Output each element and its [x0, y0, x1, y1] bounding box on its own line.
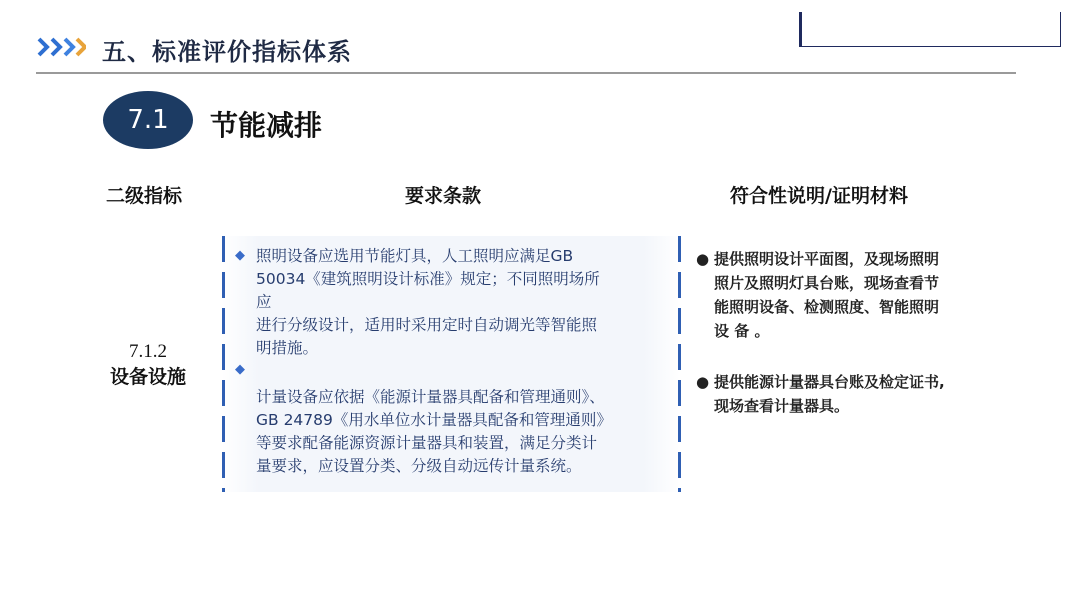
diamond-bullet-icon: ◆ [235, 362, 245, 377]
page-title: 五、标准评价指标体系 [102, 38, 352, 66]
compliance-item-lighting [714, 247, 939, 343]
section-title: 节能减排 [210, 109, 323, 142]
compliance-line: 能照明设备、检测照度、智能照明 [714, 298, 940, 316]
compliance-line: 现场查看计量器具。 [714, 397, 850, 415]
bullet-dot-icon: ● [696, 373, 710, 391]
compliance-line: 提供照明设计平面图，及现场照明 [714, 250, 940, 268]
requirement-line: 进行分级设计，适用时采用定时自动调光等智能照 [256, 316, 598, 334]
compliance-line: 提供能源计量器具台账及检定证书, [714, 373, 945, 391]
column-header-level2: 二级指标 [106, 185, 183, 207]
column-header-requirements: 要求条款 [405, 185, 482, 207]
panel-right-border [678, 236, 681, 492]
requirement-line: 等要求配备能源资源计量器具和装置，满足分类计 [256, 434, 598, 452]
compliance-line: 照片及照明灯具台账，现场查看节 [714, 274, 940, 292]
section-number: 7.1 [127, 105, 169, 135]
indicator-cell [100, 340, 196, 390]
panel-left-border [222, 236, 225, 492]
chevron-arrows-icon [36, 34, 86, 60]
compliance-item-metering [714, 370, 945, 418]
requirement-line: 量要求，应设置分类、分级自动远传计量系统。 [256, 457, 582, 475]
diamond-bullet-icon: ◆ [235, 248, 245, 263]
bullet-dot-icon: ● [696, 250, 710, 268]
requirement-line: 计量设备应依据《能源计量器具配备和管理通则》、 [256, 388, 605, 406]
header-divider [36, 72, 1016, 74]
requirement-line: 照明设备应选用节能灯具，人工照明应满足GB [256, 247, 574, 265]
column-header-compliance: 符合性说明/证明材料 [730, 185, 908, 207]
requirement-item-lighting [256, 245, 600, 360]
corner-frame [799, 12, 1061, 47]
section-number-badge [103, 91, 193, 149]
indicator-name: 设备设施 [109, 366, 186, 388]
requirement-line: GB 24789《用水单位水计量器具配备和管理通则》 [256, 411, 612, 429]
indicator-code: 7.1.2 [129, 341, 167, 362]
compliance-line: 设 备 。 [714, 322, 770, 340]
requirement-item-metering [256, 386, 612, 478]
requirement-line: 应 [256, 293, 272, 311]
requirement-line: 50034《建筑照明设计标准》规定；不同照明场所 [256, 270, 600, 288]
requirement-line: 明措施。 [256, 339, 319, 357]
